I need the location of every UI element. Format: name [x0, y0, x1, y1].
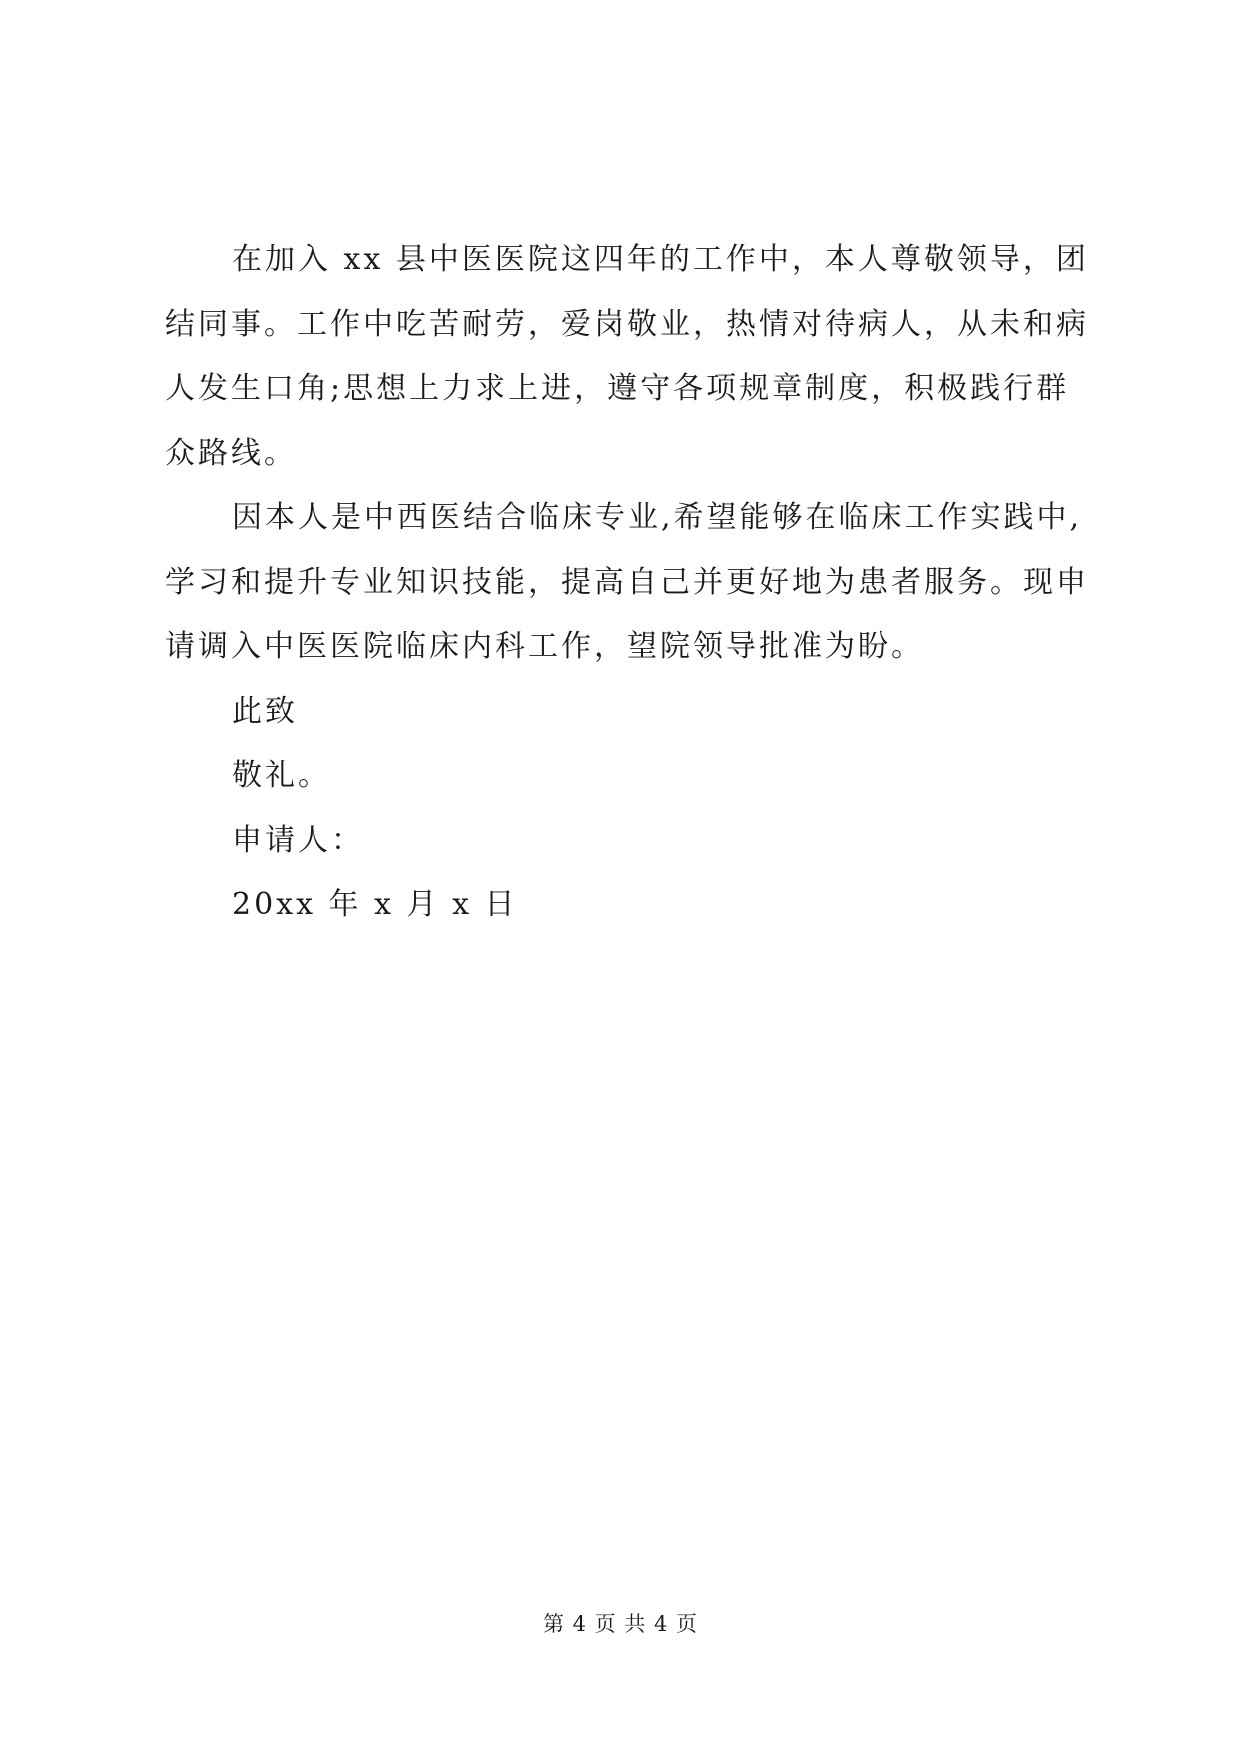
paragraph1-line: 结同事。工作中吃苦耐劳，爱岗敬业，热情对待病人，从未和病 — [165, 306, 1089, 342]
paragraph1-line: 人发生口角;思想上力求上进，遵守各项规章制度，积极践行群 — [165, 371, 1070, 406]
page-number: 第 4 页 共 4 页 — [542, 1612, 699, 1636]
date-text: 20xx 年 x 月 x 日 — [232, 887, 518, 922]
paragraph2-line: 因本人是中西医结合临床专业,希望能够在临床工作实践中, — [232, 500, 1083, 535]
closing-text: 此致 — [232, 693, 298, 729]
paragraph1-line: 众路线。 — [165, 435, 297, 471]
document-body — [165, 228, 1089, 938]
paragraph1-line: 在加入 xx 县中医医院这四年的工作中，本人尊敬领导，团 — [232, 242, 1089, 277]
applicant-label: 申请人： — [232, 822, 364, 858]
salute-text: 敬礼。 — [232, 758, 331, 793]
paragraph2-line: 学习和提升专业知识技能，提高自己并更好地为患者服务。现申 — [165, 564, 1089, 600]
paragraph2-line: 请调入中医医院临床内科工作，望院领导批准为盼。 — [165, 629, 924, 664]
page-footer — [0, 1608, 1241, 1638]
